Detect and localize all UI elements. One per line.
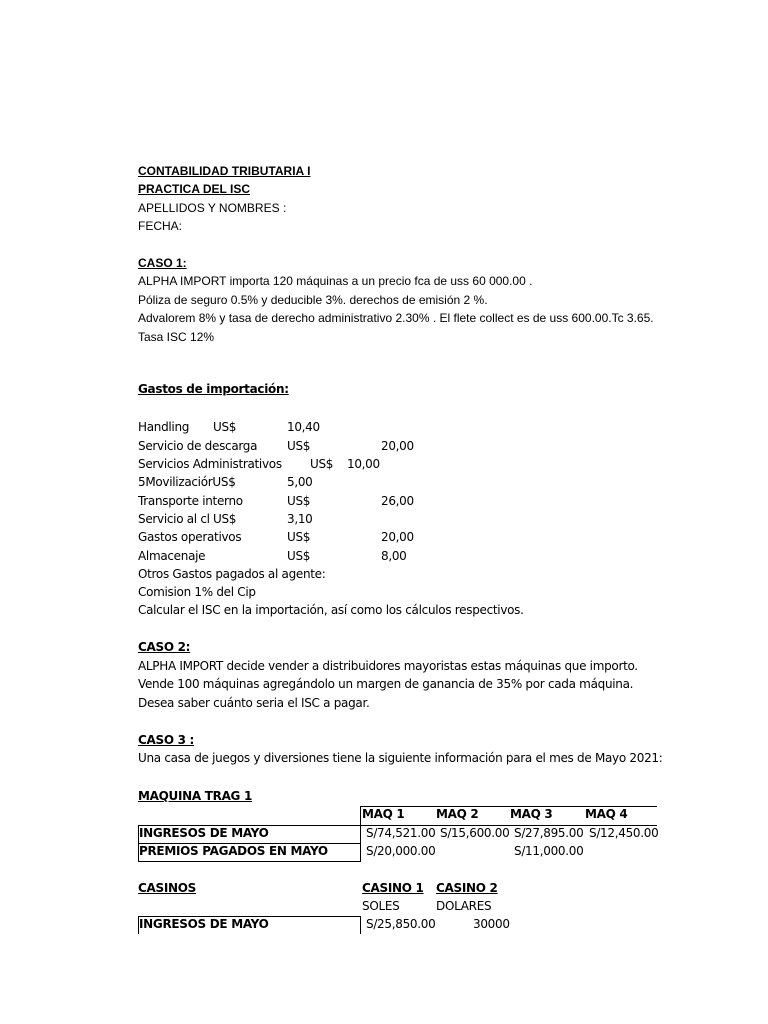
- casino-currency: SOLES: [362, 899, 400, 913]
- gasto-amount: 5,00: [287, 475, 313, 489]
- table-row-label: PREMIOS PAGADOS EN MAYO: [139, 844, 328, 858]
- gasto-amount: 10,00: [347, 457, 380, 471]
- table-cell: S/25,850.00: [366, 917, 436, 931]
- gasto-currency: US$: [213, 420, 237, 434]
- gasto-amount: 20,00: [381, 439, 414, 453]
- gasto-label: 5MovilizaciórUS$: [138, 475, 236, 489]
- gasto-amount: 8,00: [381, 549, 407, 563]
- maq-column-header: MAQ 4: [585, 807, 628, 821]
- gasto-currency: US$: [287, 494, 311, 508]
- gasto-label: Transporte interno: [138, 494, 243, 508]
- otros-gastos: Otros Gastos pagados al agente:: [138, 567, 326, 581]
- caso2-line: Desea saber cuánto seria el ISC a pagar.: [138, 696, 370, 710]
- casino-currency: DOLARES: [436, 899, 492, 913]
- gasto-label: Handling: [138, 420, 190, 434]
- caso3-intro: Una casa de juegos y diversiones tiene la siguiente información para el mes de Mayo 2021:: [138, 751, 663, 765]
- date-label: FECHA:: [138, 219, 183, 233]
- table-cell: S/12,450.00: [589, 826, 659, 840]
- gasto-label: Almacenaje: [138, 549, 206, 563]
- table-row-label: INGRESOS DE MAYO: [139, 826, 269, 840]
- gasto-amount: 20,00: [381, 530, 414, 544]
- maquina-title: MAQUINA TRAG 1: [138, 789, 253, 803]
- table-cell: S/27,895.00: [514, 826, 584, 840]
- casino-column-header: CASINO 2: [436, 881, 498, 895]
- gasto-amount: 26,00: [381, 494, 414, 508]
- table-cell: S/15,600.00: [440, 826, 510, 840]
- name-label: APELLIDOS Y NOMBRES :: [138, 201, 287, 215]
- caso1-line: Póliza de seguro 0.5% y deducible 3%. derechos de emisión 2 %.: [138, 293, 488, 307]
- gasto-currency: US$: [287, 549, 311, 563]
- gasto-amount: 3,10: [287, 512, 313, 526]
- gasto-amount: 10,40: [287, 420, 320, 434]
- comision: Comision 1% del Cip: [138, 585, 256, 599]
- caso1-title: CASO 1:: [138, 256, 187, 270]
- gasto-label: Servicio de descarga: [138, 439, 258, 453]
- table-cell: S/20,000.00: [366, 844, 436, 858]
- caso2-line: Vende 100 máquinas agregándolo un margen de ganancia de 35% por cada máquina.: [138, 677, 634, 691]
- caso2-line: ALPHA IMPORT decide vender a distribuidores mayoristas estas máquinas que importo.: [138, 659, 638, 673]
- gasto-currency: US$: [287, 439, 311, 453]
- casino-column-header: CASINO 1: [362, 881, 424, 895]
- calcular-instruction: Calcular el ISC en la importación, así como los cálculos respectivos.: [138, 603, 524, 617]
- caso1-line: Advalorem 8% y tasa de derecho administrativo 2.30% . El flete collect es de uss 600.00.Tc 3.65.: [138, 311, 654, 325]
- table-border: [360, 806, 361, 862]
- gasto-currency: US$: [310, 457, 334, 471]
- gasto-label: Servicios Administrativos: [138, 457, 282, 471]
- maq-column-header: MAQ 3: [510, 807, 553, 821]
- gastos-title: Gastos de importación:: [138, 382, 289, 396]
- caso1-line: ALPHA IMPORT importa 120 máquinas a un precio fca de uss 60 000.00 .: [138, 274, 533, 288]
- table-cell: S/11,000.00: [514, 844, 584, 858]
- caso2-title: CASO 2:: [138, 640, 191, 654]
- table-cell: 30000: [473, 917, 510, 931]
- gasto-currency: US$: [213, 512, 237, 526]
- table-row-label: INGRESOS DE MAYO: [139, 917, 269, 931]
- table-border: [360, 916, 361, 934]
- gasto-currency: US$: [287, 530, 311, 544]
- document-title: CONTABILIDAD TRIBUTARIA I: [138, 164, 311, 178]
- casinos-title: CASINOS: [138, 881, 196, 895]
- gasto-label: Gastos operativos: [138, 530, 242, 544]
- maq-column-header: MAQ 1: [362, 807, 405, 821]
- caso3-title: CASO 3 :: [138, 733, 195, 747]
- caso1-line: Tasa ISC 12%: [138, 330, 215, 344]
- table-cell: S/74,521.00: [366, 826, 436, 840]
- gasto-label: Servicio al cl: [138, 512, 210, 526]
- maq-column-header: MAQ 2: [436, 807, 479, 821]
- document-subtitle: PRACTICA DEL ISC: [138, 182, 251, 196]
- table-border: [138, 861, 360, 862]
